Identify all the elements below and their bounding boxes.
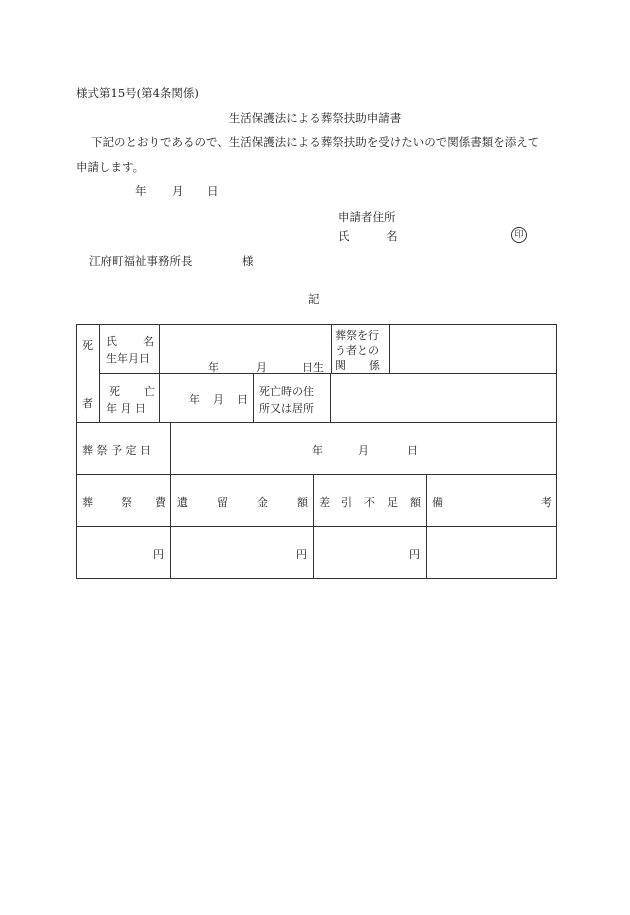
remainder-label-1: 遺: [177, 496, 188, 509]
birth-day-label: 日生: [302, 361, 324, 374]
applicant-address-label: 申請者住所: [338, 210, 396, 224]
remainder-label-4: 額: [297, 496, 308, 509]
applicant-name-label-2: 名: [386, 229, 398, 243]
deceased-label-2: 者: [82, 397, 93, 410]
funeral-month-label: 月: [358, 444, 369, 457]
shortfall-label-4: 足: [387, 496, 398, 509]
death-day-label: 日: [237, 393, 248, 406]
birth-month-label: 月: [256, 361, 267, 374]
remainder-label-2: 留: [217, 496, 228, 509]
shortfall-label-2: 引: [341, 496, 352, 509]
funeral-day-label: 日: [407, 444, 418, 457]
funeral-person-label-3b: 係: [369, 359, 380, 372]
death-label-2: 年 月 日: [106, 402, 146, 415]
remarks-label-1: 備: [432, 496, 443, 509]
addressee: 江府町福祉事務所長: [89, 254, 193, 268]
remainder-label-3: 金: [257, 496, 268, 509]
body-text-line1: 下記のとおりであるので、生活保護法による葬祭扶助を受けたいので関係書類を添えて: [91, 135, 540, 149]
shortfall-label-5: 額: [410, 496, 421, 509]
death-label-1b: 亡: [144, 385, 155, 398]
funeral-cost-yen: 円: [153, 548, 164, 561]
death-label-1a: 死: [109, 385, 120, 398]
death-address-label-1: 死亡時の住: [259, 385, 314, 398]
funeral-date-label: 葬 祭 予 定 日: [82, 444, 151, 457]
seal-mark-icon: 印: [511, 227, 527, 243]
date-year-label: 年: [135, 184, 147, 198]
funeral-person-label-1: 葬祭を行: [335, 329, 379, 342]
death-year-label: 年: [189, 393, 200, 406]
honorific: 様: [242, 254, 254, 268]
shortfall-label-3: 不: [364, 496, 375, 509]
remainder-yen: 円: [296, 548, 307, 561]
document-title: 生活保護法による葬祭扶助申請書: [228, 111, 402, 125]
cost-label-1: 葬: [82, 496, 93, 509]
funeral-person-label-3a: 関: [335, 359, 346, 372]
ki-heading: 記: [308, 292, 320, 306]
funeral-person-label-2: う者との: [335, 344, 379, 357]
date-month-label: 月: [172, 184, 184, 198]
form-number: 様式第15号(第4条関係): [76, 86, 199, 100]
shortfall-yen: 円: [409, 548, 420, 561]
shortfall-label-1: 差: [319, 496, 330, 509]
death-address-label-2: 所又は居所: [259, 402, 314, 415]
cost-label-3: 費: [155, 496, 166, 509]
remarks-label-2: 考: [541, 496, 552, 509]
name-label-1: 氏: [106, 335, 117, 348]
name-label-2: 名: [143, 335, 154, 348]
birthdate-label: 生年月日: [106, 352, 150, 365]
birth-year-label: 年: [208, 361, 219, 374]
applicant-name-label-1: 氏: [338, 229, 350, 243]
funeral-year-label: 年: [312, 444, 323, 457]
death-month-label: 月: [213, 393, 224, 406]
body-text-line2: 申請します。: [76, 160, 145, 174]
cost-label-2: 祭: [121, 496, 132, 509]
application-table: [76, 324, 557, 579]
date-day-label: 日: [207, 184, 219, 198]
deceased-label-1: 死: [82, 339, 93, 352]
